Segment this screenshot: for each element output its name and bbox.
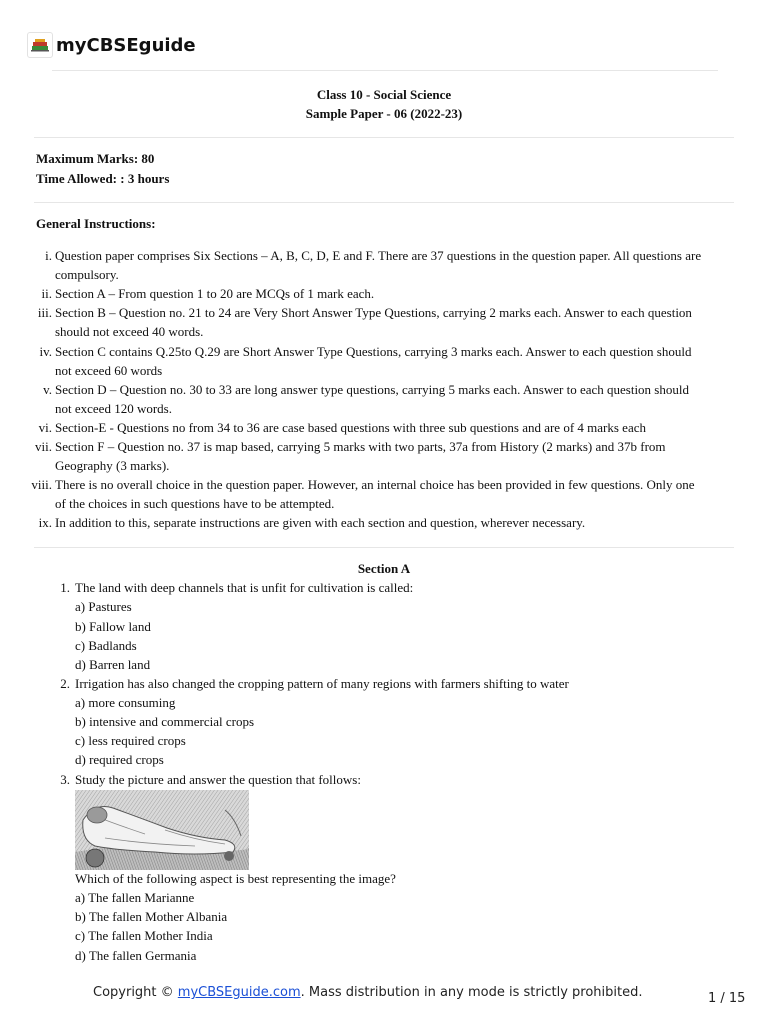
instruction-text: Section-E - Questions no from 34 to 36 are case based questions with three sub questions and are of 4 marks each xyxy=(55,419,646,435)
instruction-text: Section D – Question no. 30 to 33 are long answer type questions, carrying 5 marks each. Answer to each question should xyxy=(55,381,689,397)
instruction-text: Section B – Question no. 21 to 24 are Very Short Answer Type Questions, carrying 2 marks each. Answer to each question xyxy=(55,305,692,321)
q3-option-b: b) The fallen Mother Albania xyxy=(75,909,228,924)
q3-option-a: a) The fallen Marianne xyxy=(75,890,195,905)
title-divider xyxy=(34,137,734,138)
question-number: 2. xyxy=(60,676,70,691)
instruction-text: should not exceed 40 words. xyxy=(55,324,204,340)
q2-option-a: a) more consuming xyxy=(75,695,176,710)
question-3-text: Study the picture and answer the question that follows: xyxy=(75,772,361,787)
q1-option-d: d) Barren land xyxy=(75,657,151,672)
instruction-text: Geography (3 marks). xyxy=(55,458,170,474)
site-header xyxy=(27,30,196,60)
instruction-text: There is no overall choice in the question paper. However, an internal choice has been provided in few questions. Only one xyxy=(55,477,695,493)
q2-option-d: d) required crops xyxy=(75,752,164,767)
instruction-text: compulsory. xyxy=(55,267,119,283)
instruction-text: not exceed 60 words xyxy=(55,362,163,378)
instruction-text: of the choices in such questions have to be attempted. xyxy=(55,496,335,512)
q2-option-b: b) intensive and commercial crops xyxy=(75,714,255,729)
q1-option-c: c) Badlands xyxy=(75,638,137,653)
q1-option-a: a) Pastures xyxy=(75,599,132,614)
paper-sample-title: Sample Paper - 06 (2022-23) xyxy=(305,106,463,121)
books-logo-icon xyxy=(27,32,53,58)
question-number: 1. xyxy=(60,580,70,595)
instruction-number: viii. xyxy=(31,477,52,493)
question-3-followup: Which of the following aspect is best representing the image? xyxy=(75,871,396,886)
time-allowed: Time Allowed: : 3 hours xyxy=(36,171,170,186)
q3-option-d: d) The fallen Germania xyxy=(75,948,197,963)
copyright-suffix: . Mass distribution in any mode is strictly prohibited. xyxy=(300,985,643,1000)
instruction-text: Section C contains Q.25to Q.29 are Short Answer Type Questions, carrying 3 marks each. Answer to each question should xyxy=(55,343,692,359)
instruction-text: Question paper comprises Six Sections – A, B, C, D, E and F. There are 37 questions in the question paper. All questions are xyxy=(55,248,702,263)
instruction-number: i. xyxy=(45,248,52,263)
q3-option-c: c) The fallen Mother India xyxy=(75,928,213,943)
question-number: 3. xyxy=(60,772,70,787)
fallen-figure-engraving xyxy=(75,790,249,870)
instruction-text: not exceed 120 words. xyxy=(55,400,172,416)
q1-option-b: b) Fallow land xyxy=(75,619,151,634)
instruction-number: vi. xyxy=(38,419,52,435)
mycbseguide-link[interactable]: myCBSEguide.com xyxy=(177,985,301,1000)
instruction-text: Section A – From question 1 to 20 are MCQs of 1 mark each. xyxy=(55,286,375,302)
question-2-text: Irrigation has also changed the cropping pattern of many regions with farmers shifting to water xyxy=(75,676,569,691)
section-a-heading: Section A xyxy=(357,561,411,576)
page-indicator: 1 / 15 xyxy=(708,991,746,1006)
instruction-number: v. xyxy=(43,381,52,397)
instruction-number: iii. xyxy=(37,305,52,321)
header-divider xyxy=(52,70,718,71)
meta-divider xyxy=(34,202,734,203)
copyright-footer xyxy=(93,985,642,1000)
instruction-number: ix. xyxy=(38,515,52,531)
copyright-prefix: Copyright © xyxy=(93,985,178,1000)
paper-class-title: Class 10 - Social Science xyxy=(316,87,452,102)
instruction-number: iv. xyxy=(39,343,52,359)
question-1-text: The land with deep channels that is unfit for cultivation is called: xyxy=(75,580,414,595)
instruction-number: ii. xyxy=(41,286,52,302)
instruction-text: In addition to this, separate instructions are given with each section and question, wherever necessary. xyxy=(55,515,586,531)
instruction-number: vii. xyxy=(35,439,52,454)
brand-name: myCBSEguide xyxy=(56,34,196,56)
instruction-text: Section F – Question no. 37 is map based, carrying 5 marks with two parts, 37a from History (2 marks) and 37b from xyxy=(55,439,666,454)
max-marks: Maximum Marks: 80 xyxy=(36,151,155,166)
q2-option-c: c) less required crops xyxy=(75,733,186,748)
instructions-divider xyxy=(34,547,734,548)
instructions-heading: General Instructions: xyxy=(36,216,156,231)
